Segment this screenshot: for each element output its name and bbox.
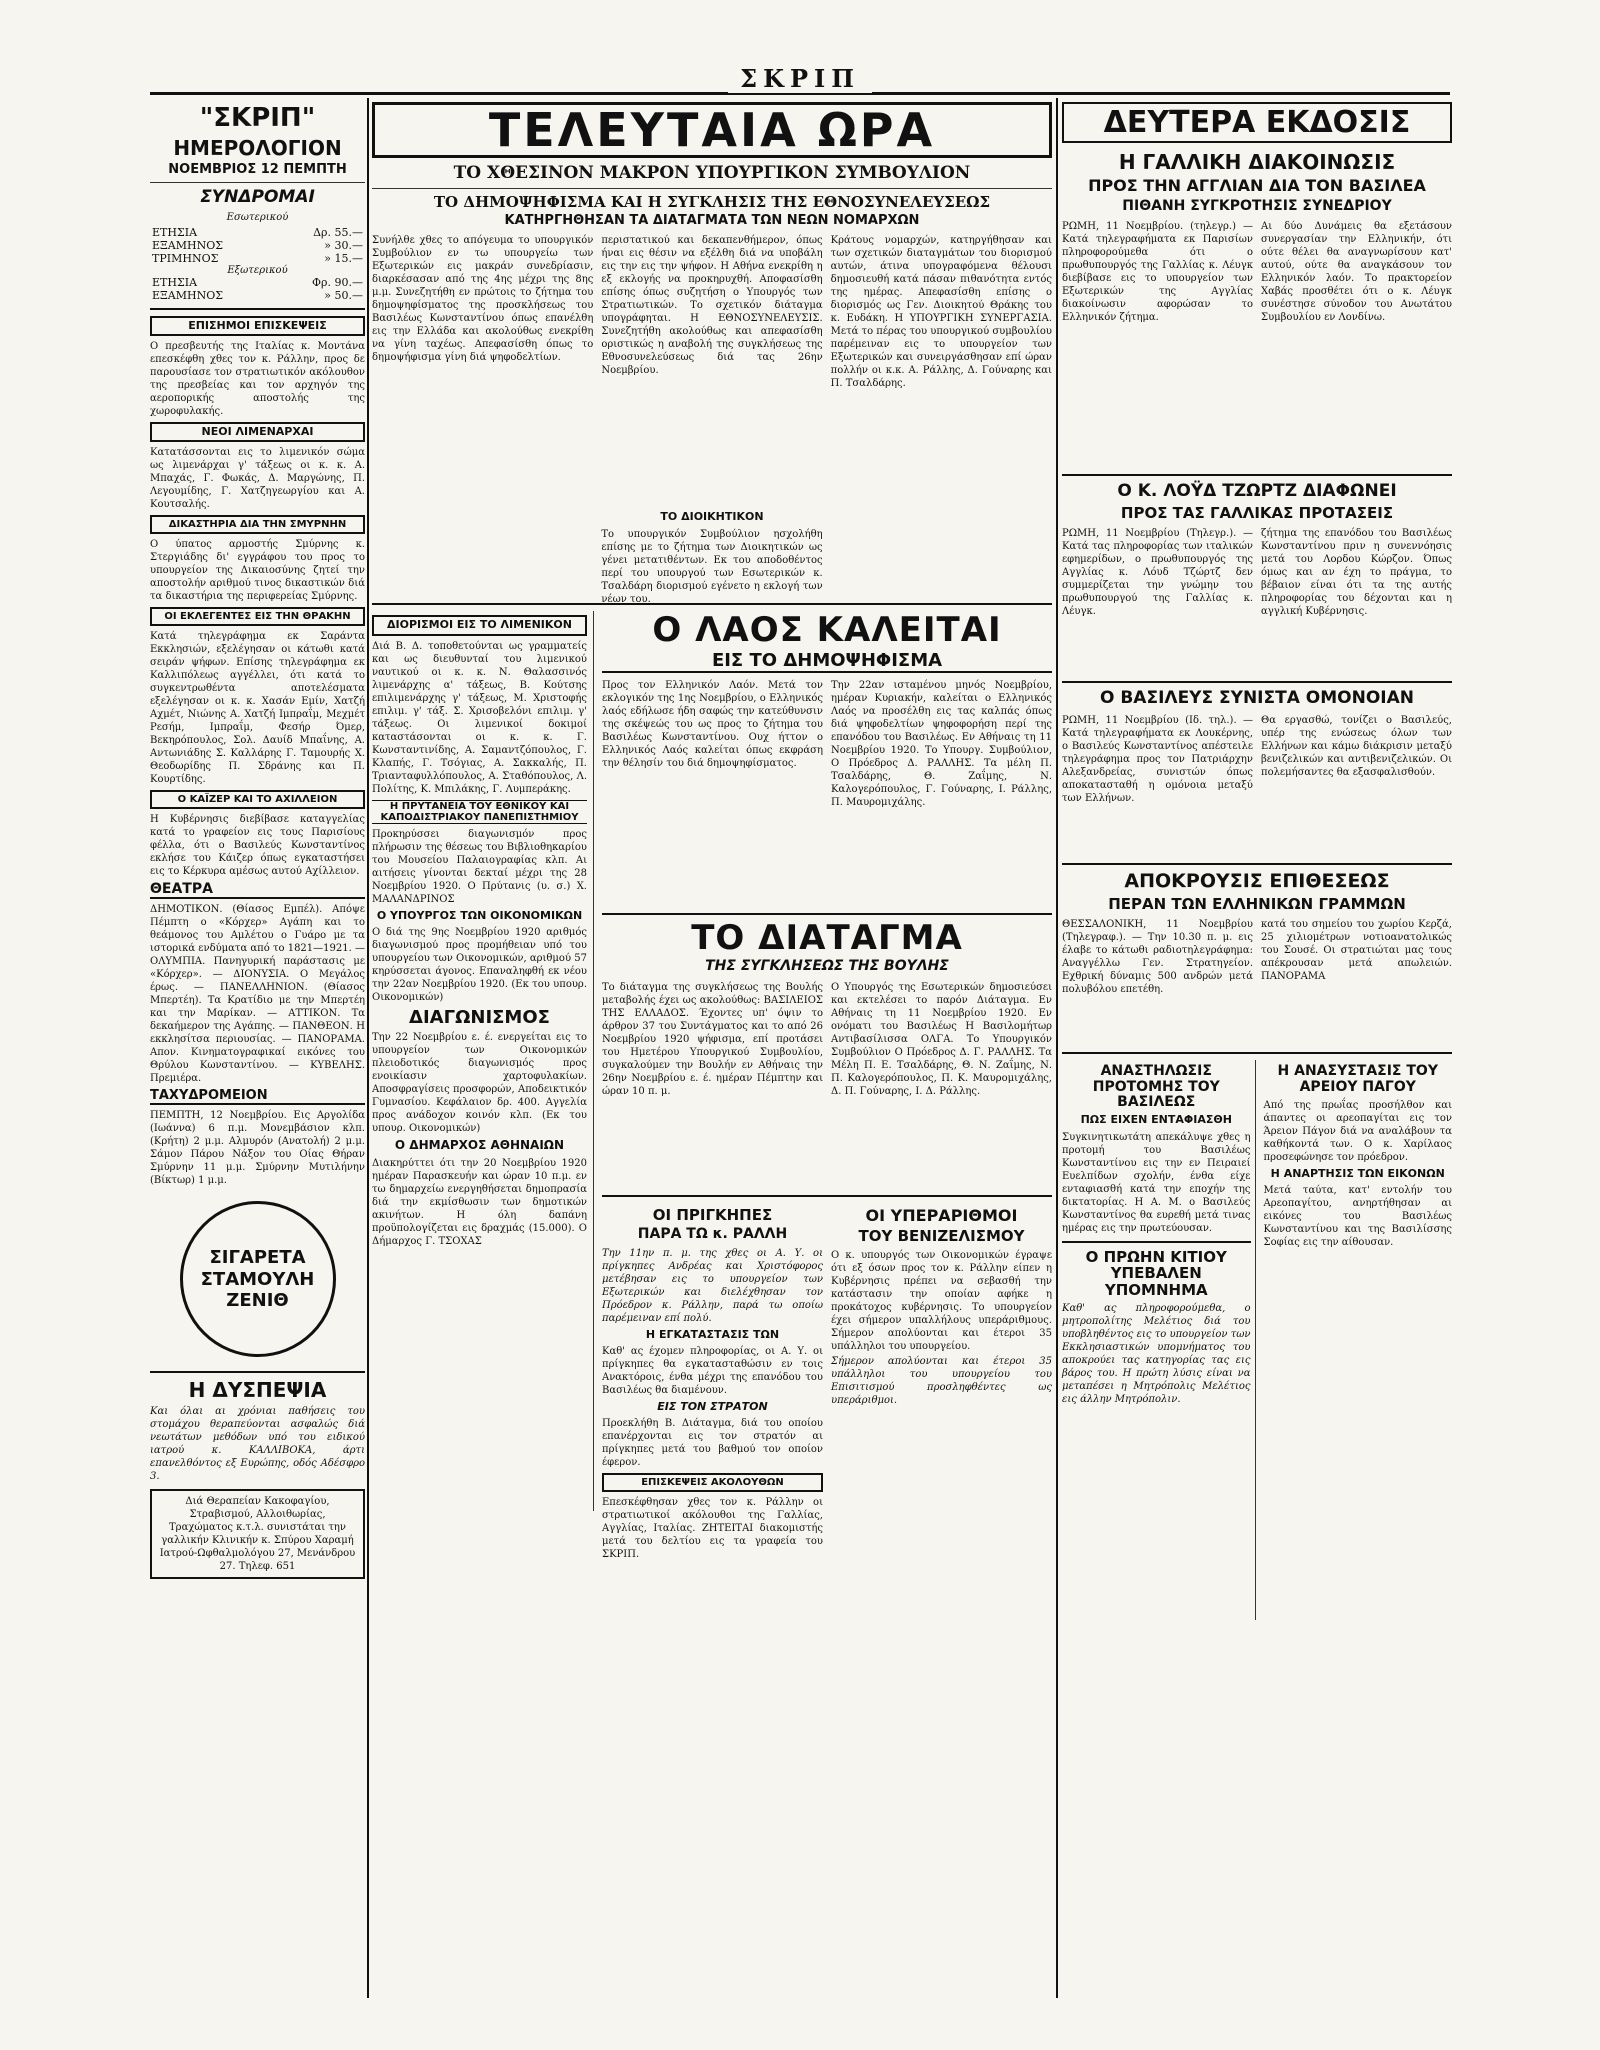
section-heading: ΟΙ ΕΚΛΕΓΕΝΤΕΣ ΕΙΣ ΤΗΝ ΘΡΑΚΗΝ bbox=[150, 607, 365, 626]
article-text: Επεσκέφθησαν χθες τον κ. Ράλλην οι στρατιωτικοί ακόλουθοι της Γαλλίας, Αγγλίας, Ιταλίας. ΖΗΤΕΙΤΑΙ διακομιστής μετά του δελτίου εις τα γραφεία του ΣΚΡΙΠ. bbox=[602, 1496, 823, 1560]
section-heading: ΔΙΑΓΩΝΙΣΜΟΣ bbox=[409, 1006, 550, 1028]
ad-text: Και όλαι αι χρόνιαι παθήσεις του στομάχου θεραπεύονται ασφαλώς διά νεωτάτων μεθόδων υπό του ειδικού ιατρού κ. ΚΑΛΛΙΒΟΚΑ, άρτι επανελθόντος εξ Ευρώπης, οδός Αδέσφρο 3. bbox=[150, 1406, 365, 1483]
article-text: ΡΩΜΗ, 11 Νοεμβρίου (Ιδ. τηλ.). — Κατά τηλεγραφήματα εκ Λουκέρνης, ο Βασιλεύς Κωνσταντίνος απέστειλε τηλεγράφημα προς τον Πατριάρχην Αλεξανδρείας, συνιστών όπως αποκατασταθή η ομόνοια μεταξύ των Ελλήνων. bbox=[1062, 714, 1253, 804]
headline: Η ΓΑΛΛΙΚΗ ΔΙΑΚΟΙΝΩΣΙΣ bbox=[1118, 150, 1396, 174]
section-heading: ΔΙΚΑΣΤΗΡΙΑ ΔΙΑ ΤΗΝ ΣΜΥΡΝΗΝ bbox=[150, 515, 365, 534]
section-heading: ΕΠΙΣΗΜΟΙ ΕΠΙΣΚΕΨΕΙΣ bbox=[150, 316, 365, 336]
subscription-row: ΕΤΗΣΙΑ Φρ. 90.— bbox=[152, 275, 363, 289]
article-text: Καθ' ας πληροφορούμεθα, ο μητροπολίτης Μελέτιος διά του υποβληθέντος εις το υπουργείον των Εκκλησιαστικών υπομνήματος του αποκρούει τας κατηγορίας τας εις βάρος του. Η πρώτη λύσις είναι να μεταπέσει η Μητρόπολις Μελέτιος εις άλλην Μητρόπολιν. bbox=[1062, 1303, 1251, 1406]
article-text: Το διάταγμα της συγκλήσεως της Βουλής μεταβολής έχει ως ακολούθως: ΒΑΣΙΛΕΙΟΣ ΤΗΣ ΕΛΛΑΔΟΣ. Έχοντες υπ' όψιν το άρθρον 37 του Συντάγματος και το από 26 Νοεμβρίου 1920 ψήφισμα, επί προτάσει του Ημετέρου Υπουργικού Συμβουλίου, συγκαλούμεν την Βουλήν εν Αθήναις την 26ην Νοεμβρίου ε. έ. ημέραν Πέμπτην και ώραν 10 π. μ. bbox=[602, 981, 823, 1097]
center-column bbox=[372, 98, 1052, 1998]
subscription-row: ΕΞΑΜΗΝΟΣ » 30.— bbox=[152, 238, 363, 252]
article-text: Προκηρύσσει διαγωνισμόν προς πλήρωσιν της θέσεως του Βιβλιοθηκαρίου του Μουσείου Παλαιογραφίας κλπ. Αι αιτήσεις γίνονται δεκταί μέχρι της 28 Νοεμβρίου 1920. Ο Πρύτανις (υ. σ.) Χ. ΜΑΛΑΝΔΡΙΝΟΣ bbox=[372, 828, 587, 905]
article-text: Η Κυβέρνησις διεβίβασε καταγγελίας κατά το γραφείον εις τους Παρισίους φέλλα, ότι ο Βασιλεύς Κωνσταντίνος εκλήσε του Κάιζερ όπως εγκαταστήσει εις το Κέρκυρα αμέσως αυτού Αχίλλειον. bbox=[150, 813, 365, 877]
banner-last-hour: ΤΕΛΕΥΤΑΙΑ ΩΡΑ bbox=[372, 102, 1052, 158]
article-text: Διακηρύττει ότι την 20 Νοεμβρίου 1920 ημέραν Παρασκευήν και ώραν 10 π.μ. εν τω δημαρχείω ενεργηθήσεται δημοπρασία διά την εκμίσθωσιν των δημοτικών ακινήτων. Η όλη δαπάνη προϋπολογίζεται εις δραχμάς (15.000). Ο Δήμαρχος Γ. ΤΣΟΧΑΣ bbox=[372, 1157, 587, 1247]
headline: ΠΕΡΑΝ ΤΩΝ ΕΛΛΗΝΙΚΩΝ ΓΡΑΜΜΩΝ bbox=[1108, 894, 1406, 913]
column-divider bbox=[367, 98, 369, 1998]
article-text: Την 22 Νοεμβρίου ε. έ. ενεργείται εις το υπουργείον των Οικονομικών πλειοδοτικός διαγωνισμός προς ενοικίασιν χαρτοφυλακίων. Αποσφραγίσεις προσφορών, Αποδεικτικόν Γυμνασίου. Κεφάλαιον δρ. 400. Αγγελία προς ανάδοχον κοινόν κλπ. (Εκ του υπουρ. Οικονομικών) bbox=[372, 1032, 587, 1135]
cigarette-ad-seal bbox=[180, 1201, 336, 1357]
calendar-subtitle: ΗΜΕΡΟΛΟΓΙΟΝ bbox=[173, 135, 342, 160]
subscription-row: ΕΤΗΣΙΑ Δρ. 55.— bbox=[152, 225, 363, 239]
article-text: Ο ύπατος αρμοστής Σμύρνης κ. Στεργιάδης δι' εγγράφου του προς το υπουργείον της Δικαιοσύνης ζητεί την αποστολήν αριθμού τινος δικαστικών διά τα δικαστήρια της περιφερείας Σμύρνης. bbox=[150, 538, 365, 602]
article-text: ΠΕΜΠΤΗ, 12 Νοεμβρίου. Εις Αργολίδα (Ιωάννα) 6 π.μ. Μονεμβάσιον κλπ. (Κρήτη) 2 μ.μ. Αλμυρόν (Ανατολή) 2 μ.μ. Σάμον Πάρου Νάξον του Οίας Θήραν Σμύρνην 11 μ.μ. Σμύρνην Μυτιλήνην (Βίκτωρ) 1 μ.μ. bbox=[150, 1110, 365, 1187]
article-text: Το υπουργικόν Συμβούλιον ησχολήθη επίσης με το ζήτημα των Διοικητικών ως γένει μετατιθέντων. Εκ του αποδοθέντος περί του υπουργού των Εσωτερικών κ. Τσαλδάρη διορισμού εγένετο η εκλογή των νέων του. bbox=[601, 528, 823, 605]
masthead-title: ΣΚΡΙΠ bbox=[728, 64, 872, 93]
section-heading: Ο ΥΠΟΥΡΓΟΣ ΤΩΝ ΟΙΚΟΝΟΜΙΚΩΝ bbox=[376, 908, 583, 922]
headline: ΟΙ ΠΡΙΓΚΗΠΕΣ bbox=[652, 1205, 773, 1224]
article-text: Συνήλθε χθες το απόγευμα το υπουργικόν Συμβούλιον εν τω υπουργείω των Εξωτερικών εις μακράν συνεδρίασιν, διαρκέσασαν από της 4ης μέχρι της 8ης μ.μ. Συνεζητήθη εν πρώτοις το ζήτημα του δημοψηφίσματος της προσκλήσεως του Βασιλέως Κωνσταντίνου όπως επανέλθη εις την Ελλάδα και ακολούθως ενεκρίθη να γίνη ταχέως. Απεφασίσθη όπως το δημοψήφισμα γίνη διά ψηφοδελτίων. bbox=[372, 235, 594, 364]
headline: ΤΟ ΧΘΕΣΙΝΟΝ ΜΑΚΡΟΝ ΥΠΟΥΡΓΙΚΟΝ ΣΥΜΒΟΥΛΙΟΝ bbox=[453, 163, 971, 183]
section-heading: Η ΠΡΥΤΑΝΕΙΑ ΤΟΥ ΕΘΝΙΚΟΥ ΚΑΙ ΚΑΠΟΔΙΣΤΡΙΑΚΟΥ ΠΑΝΕΠΙΣΤΗΜΙΟΥ bbox=[372, 800, 587, 824]
headline: Ο ΒΑΣΙΛΕΥΣ ΣΥΝΙΣΤΑ ΟΜΟΝΟΙΑΝ bbox=[1099, 688, 1414, 709]
article-text: Την 22αν ισταμένου μηνός Νοεμβρίου, ημέραν Κυριακήν, καλείται ο Ελληνικός Λαός να προσέλθη εις τας καλπάς όπως διά ψηφοδελτίων ψηφοφορήση περί της επανόδου του Βασιλέως. Εν Αθήναις τη 11 Νοεμβρίου 1920. Το Υπουργ. Συμβούλιον, Ο Πρόεδρος Δ. ΡΑΛΛΗΣ. Τα μέλη Π. Τσαλδάρης, Θ. Ζαΐμης, Ν. Καλογερόπουλος, Γ. Γούναρης, Ι. Ράλλης, Π. Μαυρομιχάλης. bbox=[831, 680, 1052, 809]
subscriptions-title: ΣΥΝΔΡΟΜΑΙ bbox=[200, 186, 315, 207]
section-heading: Η ΕΓΚΑΤΑΣΤΑΣΙΣ ΤΩΝ bbox=[645, 1327, 780, 1341]
headline: ΠΡΟΣ ΤΗΝ ΑΓΓΛΙΑΝ ΔΙΑ ΤΟΝ ΒΑΣΙΛΕΑ bbox=[1088, 176, 1426, 195]
headline-people-called: Ο ΛΑΟΣ ΚΑΛΕΙΤΑΙ bbox=[652, 610, 1002, 651]
article-text: Ο διά της 9ης Νοεμβρίου 1920 αριθμός διαγωνισμού προς προμήθειαν υπό του υπουργείου των Οικονομικών, αριθμού 57 κηρύσσεται άγονος. Επαναληφθή εκ νέου την 22αν Νοεμβρίου 1920. (Εκ του υπουρ. Οικονομικών) bbox=[372, 926, 587, 1003]
article-text: Κράτους νομαρχών, κατηργήθησαν και των σχετικών διαταγμάτων του διορισμού αυτών, άτινα υπογραφόμενα θέλουσι δημοσιευθή κατά πάσαν πιθανότητα εντός της ημέρας. Απεφασίσθη επίσης ο διορισμός ως Γεν. Διοικητού Θράκης του κ. Ευδάκη. Η ΥΠΟΥΡΓΙΚΗ ΣΥΝΕΡΓΑΣΙΑ. Μετά το πέρας του υπουργικού συμβουλίου παρέμειναν εις το υπουργείον των Εξωτερικών και συνειργάσθησαν επί ώραν πολλήν οι κ.κ. Α. Ράλλης, Δ. Γούναρης και Π. Τσαλδάρης. bbox=[830, 235, 1052, 390]
subscriptions-foreign: Εξωτερικού bbox=[227, 264, 288, 276]
section-heading: Η ΑΝΑΡΤΗΣΙΣ ΤΩΝ ΕΙΚΟΝΩΝ bbox=[1270, 1167, 1445, 1181]
headline: ΠΙΘΑΝΗ ΣΥΓΚΡΟΤΗΣΙΣ ΣΥΝΕΔΡΙΟΥ bbox=[1122, 197, 1392, 214]
article-text: Συγκινητικωτάτη απεκάλυψε χθες η προτομή του Βασιλέως Κωνσταντίνου εις την εν Πειραιεί Ευελπίδων σχολήν, ένθα είχε ενταφιασθή κατά την εποχήν της δικτατορίας. Η Α. Μ. ο Βασιλεύς Κωνσταντίνος θα ευρεθή μετά τινας ημέρας εις την πρωτεύουσαν. bbox=[1062, 1131, 1251, 1234]
headline: ΠΩΣ ΕΙΧΕΝ ΕΝΤΑΦΙΑΣΘΗ bbox=[1080, 1113, 1232, 1127]
article-text: Προεκλήθη Β. Διάταγμα, διά του οποίου επανέρχονται εις τον στρατόν αι πρίγκηπες μετά του βαθμού τον οποίον έφερον. bbox=[602, 1417, 823, 1468]
section-heading: ΤΟ ΔΙΟΙΚΗΤΙΚΟΝ bbox=[660, 510, 764, 524]
headline: Ο Κ. ΛΟΫΔ ΤΖΩΡΤΖ ΔΙΑΦΩΝΕΙ bbox=[1117, 480, 1397, 501]
subscription-row: ΕΞΑΜΗΝΟΣ » 50.— bbox=[152, 288, 363, 302]
article-text: Σήμερον απολύονται και έτεροι 35 υπάλληλοι του υπουργείου του Επισιτισμού προσληφθέντες ως υπεράριθμοι. bbox=[831, 1355, 1052, 1406]
seal-text: ΣΙΓΑΡΕΤΑ ΣΤΑΜΟΥΛΗ ΖΕΝΙΘ bbox=[200, 1247, 315, 1312]
article-text: Διά Β. Δ. τοποθετούνται ως γραμματείς και ως διευθυνταί του λιμενικού ναυτικού οι κ. κ. Ν. Θαλασσινός λιμενάρχης α' τάξεως, Β. Κούτσης επιλιμενάρχης γ' τάξεως, Μ. Χριστοφής επιλιμ. γ' τάξ. Σ. Χρισοβελόνι επιλιμ. γ' τάξεως. Οι λιμενικοί δοκιμοί καταστάσονται οι κ. κ. Γ. Κωνσταντινίδης, Α. Σαμαντζόπουλος, Γ. Κλαπής, Γ. Τσόγιας, Α. Σακκαλής, Π. Τριανταφυλλόπουλος, Α. Σταθόπουλος, Λ. Πολίτης, Κ. Μπιλάκης, Γ. Λυμπεράκης. bbox=[372, 640, 587, 795]
headline-referendum: ΕΙΣ ΤΟ ΔΗΜΟΨΗΦΙΣΜΑ bbox=[602, 651, 1052, 673]
article-text: Από της πρωΐας προσήλθον και άπαντες οι αρεοπαγίται εις τον Άρειον Πάγον διά να αναλάβουν τα καθήκοντά των. Ο κ. Χαρίλαος προσεφώνησε τον πρόεδρον. bbox=[1263, 1100, 1452, 1164]
section-heading: ΝΕΟΙ ΛΙΜΕΝΑΡΧΑΙ bbox=[150, 422, 365, 442]
subscriptions-table bbox=[150, 226, 365, 302]
headline: ΑΠΟΚΡΟΥΣΙΣ ΕΠΙΘΕΣΕΩΣ bbox=[1124, 869, 1390, 892]
banner-second-edition: ΔΕΥΤΕΡΑ ΕΚΔΟΣΙΣ bbox=[1062, 102, 1452, 143]
section-heading: ΔΙΟΡΙΣΜΟΙ ΕΙΣ ΤΟ ΛΙΜΕΝΙΚΟΝ bbox=[372, 615, 587, 635]
article-text: κατά του σημείου του χωρίου Κερζά, 25 χιλιομέτρων νοτιοανατολικώς του Σουσέ. Οι στρατιώται μας τους απέκρουσαν μετά απωλειών. ΠΑΝΟΡΑΜΑ bbox=[1261, 919, 1452, 983]
right-column bbox=[1062, 98, 1452, 1998]
section-heading: ΘΕΑΤΡΑ bbox=[150, 882, 365, 899]
article-text: Προς τον Ελληνικόν Λαόν. Μετά τον εκλογικόν της 1ης Νοεμβρίου, ο Ελληνικός λαός εδήλωσε ήδη σαφώς την κατεύθυνσιν της σκέψεώς του ως προς το ζήτημα του Βασιλέως Κωνσταντίνου. Ουχ ήττον ο Ελληνικός Λαός καλείται όπως εκφράση την θέλησίν του διά δημοψηφίσματος. bbox=[602, 680, 823, 770]
article-text: ΡΩΜΗ, 11 Νοεμβρίου. (τηλεγρ.) — Κατά τηλεγραφήματα εκ Παρισίων πληροφορούμεθα ότι ο πρωθυπουργός της Γαλλίας κ. Λέυγκ διεβίβασε εις το υπουργείον των Εξωτερικών της Αγγλίας διακοίνωσιν αφορώσαν το Ελληνικόν ζήτημα. bbox=[1062, 220, 1253, 323]
article-text: Καθ' ας έχομεν πληροφορίας, οι Α. Υ. οι πρίγκηπες θα εγκατασταθώσιν εν τοις Ανακτόροις, ένθα μέχρι της επανόδου του Βασιλέως θα διαμένουν. bbox=[602, 1345, 823, 1396]
article-text: Μετά ταύτα, κατ' εντολήν του Αρεοπαγίτου, ανηρτήθησαν αι εικόνες του Βασιλέως Κωνσταντίνου και της Βασιλίσσης Σοφίας εις την αίθουσαν. bbox=[1263, 1185, 1452, 1249]
headline-decree: ΤΟ ΔΙΑΤΑΓΜΑ bbox=[691, 918, 963, 959]
ad-box: Διά Θεραπείαν Κακοφαγίου, Στραβισμού, Αλλοιθωρίας, Τραχώματος κ.τ.λ. συνιστάται την γαλλικήν Κλινικήν κ. Σπύρου Χαραμή Ιατρού-Ωφθαλμολόγου 27, Μενάνδρου 27. Τηλεφ. 651 bbox=[150, 1489, 365, 1579]
headline: ΟΙ ΥΠΕΡΑΡΙΘΜΟΙ bbox=[865, 1205, 1018, 1225]
headline: ΠΡΟΣ ΤΑΣ ΓΑΛΛΙΚΑΣ ΠΡΟΤΑΣΕΙΣ bbox=[1120, 503, 1394, 522]
article-text: Ο Υπουργός της Εσωτερικών δημοσιεύσει και εκτελέσει το παρόν Διάταγμα. Εν Αθήναις τη 11 Νοεμβρίου 1920. Εν ονόματι του Βασιλέως Η Βασιλομήτωρ Αντιβασίλισσα ΟΛΓΑ. Το Υπουργικόν Συμβούλιον Ο Πρόεδρος Δ. Γ. ΡΑΛΛΗΣ. Τα Μέλη Π. Ε. Τσαλδάρης, Θ. Ν. Ζαΐμης, Ν. Π. Καλογερόπουλος, Π. Κ. Μαυρομιχάλης, Δ. Π. Γούναρης, Ι. Δ. Ράλλης. bbox=[831, 981, 1052, 1097]
headline-decree-sub: ΤΗΣ ΣΥΓΚΛΗΣΕΩΣ ΤΗΣ ΒΟΥΛΗΣ bbox=[705, 958, 949, 975]
section-heading: ΤΑΧΥΔΡΟΜΕΙΟΝ bbox=[150, 1089, 365, 1105]
ad-heading: Η ΔΥΣΠΕΨΙΑ bbox=[188, 1378, 327, 1403]
headline: ΚΑΤΗΡΓΗΘΗΣΑΝ ΤΑ ΔΙΑΤΑΓΜΑΤΑ ΤΩΝ ΝΕΩΝ ΝΟΜΑΡΧΩΝ bbox=[504, 213, 920, 229]
article-text: Την 11ην π. μ. της χθες οι Α. Υ. οι πρίγκηπες Ανδρέας και Χριστόφορος μετέβησαν εις το υπουργείον των Εξωτερικών και διελέχθησαν τον Πρόεδρον κ. Ράλλην, παρά τω οποίω παρέμειναν επί πολύ. bbox=[602, 1247, 823, 1324]
article-text: Θα εργασθώ, τονίζει ο Βασιλεύς, υπέρ της ενώσεως όλων των Ελλήνων και κάμω διάκρισιν μεταξύ βενιζελικών και αντιβενιζελικών. Οι πολεμήσαντες θα εξασφαλισθούν. bbox=[1261, 714, 1452, 778]
article-text: Κατατάσσονται εις το λιμενικόν σώμα ως λιμενάρχαι γ' τάξεως οι κ. κ. Α. Μπαχάς, Γ. Φωκάς, Δ. Μαργώνης, Π. Λεγουμίδης, Γ. Χατζηγεωργίου και Α. Κουτσαλής. bbox=[150, 446, 365, 510]
section-heading: Ο ΔΗΜΑΡΧΟΣ ΑΘΗΝΑΙΩΝ bbox=[394, 1138, 565, 1153]
left-column bbox=[150, 98, 365, 1788]
headline: ΑΝΑΣΤΗΛΩΣΙΣ ΠΡΟΤΟΜΗΣ ΤΟΥ ΒΑΣΙΛΕΩΣ bbox=[1092, 1063, 1220, 1111]
article-text: ΔΗΜΟΤΙΚΟΝ. (Θίασος Εμπέλ). Απόψε Πέμπτη ο «Κόρχερ» Αγάπη και το θεάμονος του Αμλέτου ο Γυάρο με τα ιστορικά ενδύματα από το 1821—1921. — ΟΛΥΜΠΙΑ. Πανηγυρική παράστασις με «Κόρχερ». — ΔΙΟΝΥΣΙΑ. Ο Μεγάλος έρως. — ΠΑΝΕΛΛΗΝΙΟΝ. (Θίασος Μπερτέη). Τα Κρατίδιο με την Μπερτέη και την Μαρίκαν. — ΑΤΤΙΚΟΝ. Τα δεκαήμερον της Αγάπης. — ΠΑΝΘΕΟΝ. Η εκκλησίτσα περιουσίας. — ΠΑΝΟΡΑΜΑ. Απον. Κινηματογραφικαί εικόνες του Θρύλου Κωνσταντίνου. — ΚΥΒΕΛΗΣ. Πρεμιέρα. bbox=[150, 904, 365, 1085]
section-heading: ΕΙΣ ΤΟΝ ΣΤΡΑΤΟΝ bbox=[657, 1399, 768, 1413]
subscriptions-domestic: Εσωτερικού bbox=[226, 211, 289, 223]
section-heading: Ο ΚΑΪΖΕΡ ΚΑΙ ΤΟ ΑΧΙΛΛΕΙΟΝ bbox=[150, 790, 365, 809]
article-text: Ο κ. υπουργός των Οικονομικών έγραψε ότι εξ όσων προς τον κ. Ράλλην είπεν η Κυβέρνησις πρέπει να σεβασθή την κατάστασιν την οποίαν αφήκε η προκάτοχος κυβέρνησις. Το υπουργείον έχει σήμερον υπαλλήλους υπεράριθμους. Σήμερον απολύονται και έτεροι 35 υπάλληλοι του υπουργείου. bbox=[831, 1249, 1052, 1352]
headline: ΤΟ ΔΗΜΟΨΗΦΙΣΜΑ ΚΑΙ Η ΣΥΓΚΛΗΣΙΣ ΤΗΣ ΕΘΝΟΣΥΝΕΛΕΥΣΕΩΣ bbox=[433, 192, 991, 211]
headline: ΤΟΥ ΒΕΝΙΖΕΛΙΣΜΟΥ bbox=[858, 1227, 1025, 1246]
article-text: Κατά τηλεγράφημα εκ Σαράντα Εκκλησιών, εξελέγησαν οι κάτωθι κατά σειράν ψήφων. Επίσης τηλεγράφημα εκ Καλλιπόλεως αγγέλλει, ότι κατά το συγκεντρωθέντα αποτελέσματα εξελέγησαν οι κ. κ. Χασάν Εμίν, Χατζή Αχμέτ, Νιώνης Α. Χατζή Ιμπραΐμ, Μεχμέτ Ρεσήμ, Ιμπραΐμ, Φεσήρ Όμερ, Βεκηρόπουλος, Σολ. Δαυίδ Μπαΐνης, Α. Αντωνιάδης Σ. Καλλάρης Γ. Ταμουρής Χ. Θεοδωρίδης Π. Σδράνης και Π. Κουρτίδης. bbox=[150, 630, 365, 785]
article-text: ζήτημα της επανόδου του Βασιλέως Κωνσταντίνου πριν η συνεννόησις μετά του Λορδου Κώρζον. Όπως όμως και αν έχη το πράγμα, το βέβαιον είναι ότι τα της αυτής πληροφορίας του δέχονται και η αγγλική Κυβέρνησις. bbox=[1261, 528, 1452, 618]
masthead bbox=[150, 64, 1450, 95]
article-text: ΘΕΣΣΑΛΟΝΙΚΗ, 11 Νοεμβρίου (Τηλεγραφ.). — Την 10.30 π. μ. εις έλαβε το κάτωθι ραδιοτηλεγράφημα: Αναγγέλλω Γεν. Στρατηγείον. Εχθρική δύναμις 500 ανδρών μετά πολυβόλου επετέθη. bbox=[1062, 919, 1253, 996]
subscription-row: ΤΡΙΜΗΝΟΣ » 15.— bbox=[152, 251, 363, 265]
article-text: Αι δύο Δυνάμεις θα εξετάσουν συνεργασίαν την Ελληνικήν, ότι ούτε θέλει θα αναγνωρίσουν κατ' αυτού, ούτε θα αναγκάσουν τον Ελληνικόν λαόν. Το πρακτορείον Χαβάς προσθέτει ότι ο κ. Λέυγκ συνέστησε σύνοδον του Ανωτάτου Συμβουλίου εν Λονδίνω. bbox=[1261, 220, 1452, 323]
article-text: Ο πρεσβευτής της Ιταλίας κ. Μοντάνα επεσκέφθη χθες τον κ. Ράλλην, προς δε παρουσίασε τον στρατιωτικόν ακόλουθον της πρεσβείας και τον αρχηγόν της αεροπορικής αποστολής της χωροφυλακής. bbox=[150, 340, 365, 417]
headline: Ο ΠΡΩΗΝ ΚΙΤΙΟΥ ΥΠΕΒΑΛΕΝ ΥΠΟΜΝΗΜΑ bbox=[1085, 1247, 1227, 1299]
calendar-date: ΝΟΕΜΒΡΙΟΣ 12 ΠΕΜΠΤΗ bbox=[168, 161, 347, 177]
section-heading: ΕΠΙΣΚΕΨΕΙΣ ΑΚΟΛΟΥΘΩΝ bbox=[602, 1473, 823, 1492]
calendar-title: "ΣΚΡΙΠ" bbox=[199, 103, 316, 133]
headline: ΠΑΡΑ ΤΩ κ. ΡΑΛΛΗ bbox=[637, 1226, 788, 1243]
article-text: περιστατικού και δεκαπενθήμερον, όπως ήναι εις θέσιν να εξέλθη διά να υποβάλη εις την εις την ψήφον. Η Αθήνα ενεκρίθη η εξ εκλογής να προκηρυχθή. Αποφασίσθη επίσης όπως συζητήση ο Υπουργός των Στρατιωτικών. Το σχετικόν διάταγμα υπογράφηται. Η ΕΘΝΟΣΥΝΕΛΕΥΣΙΣ. Συνεζητήθη ακολούθως και απεφασίσθη οριστικώς η αναβολή της συγκλήσεως της Εθνοσυνελεύσεως διά τας 26ην Νοεμβρίου. bbox=[601, 235, 823, 377]
column-divider bbox=[1056, 98, 1058, 1998]
headline: Η ΑΝΑΣΥΣΤΑΣΙΣ ΤΟΥ ΑΡΕΙΟΥ ΠΑΓΟΥ bbox=[1277, 1063, 1438, 1095]
article-text: ΡΩΜΗ, 11 Νοεμβρίου (Τηλεγρ.). — Κατά τας πληροφορίας των ιταλικών εφημερίδων, ο πρωθυπουργός της Αγγλίας κ. Λόυδ Τζώρτζ δεν συμμερίζεται την γνώμην του πρωθυπουργού της Γαλλίας κ. Λέυγκ. bbox=[1062, 528, 1253, 618]
